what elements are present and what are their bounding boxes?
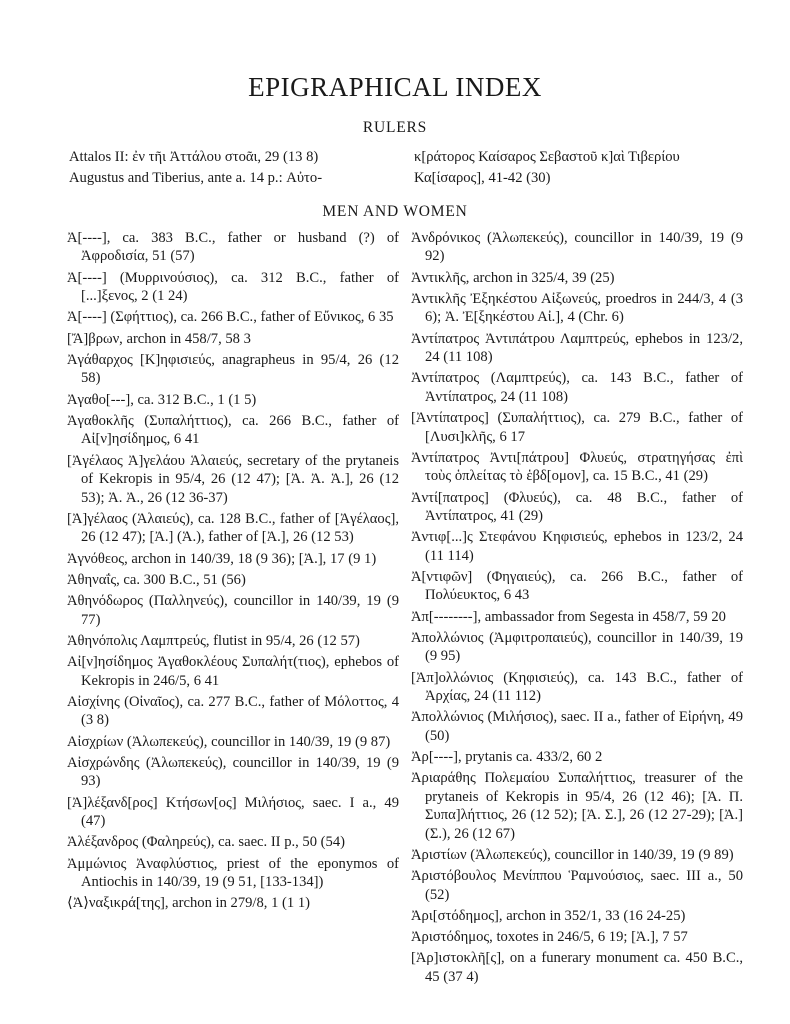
index-entry: Ἀγαθοκλῆς (Συπαλήττιος), ca. 266 B.C., father of Αἰ[ν]ησίδημος, 6 41 [67, 413, 399, 448]
index-entry: Ἀριστόδημος, toxotes in 246/5, 6 19; [Ἀ.], 7 57 [411, 929, 688, 946]
index-entry: Ἀριαράθης Πολεμαίου Συπαλήττιος, treasurer of the prytaneis of Kekropis in 95/4, 26 (12 46); [Ἀ. Π. Συπα]λήττιος, 26 (12 52); [Ἀ. Σ.], 26 (12 27-29); [Ἀ.] (Σ.), 26 (12 67) [411, 770, 743, 842]
index-entry: Ἀθηναΐς, ca. 300 B.C., 51 (56) [67, 571, 246, 588]
index-entry: [Ἀπ]ολλώνιος (Κηφισιεύς), ca. 143 B.C., father of Ἀρχίας, 24 (11 112) [411, 669, 743, 705]
index-entry: Αἰσχίνης (Οἰναῖος), ca. 277 B.C., father of Μόλοττος, 4 (3 8) [67, 693, 399, 729]
index-entry: Ἀγαθο[---], ca. 312 B.C., 1 (1 5) [67, 391, 257, 408]
index-left-column [67, 229, 399, 916]
index-entry: Ἀριστίων (Ἀλωπεκεύς), councillor in 140/39, 19 (9 89) [411, 846, 734, 863]
index-entry: [Ἀρ]ιστοκλῆ[ς], on a funerary monument ca. 450 B.C., 45 (37 4) [411, 950, 743, 985]
index-entry: Ἀριστόβουλος Μενίππου Ῥαμνούσιος, saec. III a., 50 (52) [411, 868, 743, 903]
page-title: EPIGRAPHICAL INDEX [248, 72, 542, 102]
index-entry: Ἀπολλώνιος (Μιλήσιος), saec. II a., father of Εἰρήνη, 49 (50) [411, 709, 743, 744]
index-entry: Ἀπολλώνιος (Ἀμφιτροπαιεύς), councillor in 140/39, 19 (9 95) [411, 629, 743, 665]
index-entry: Ἀγνόθεος, archon in 140/39, 18 (9 36); [Ἀ.], 17 (9 1) [67, 550, 377, 567]
index-entry: Ἀντίπατρος (Λαμπτρεύς), ca. 143 B.C., father of Ἀντίπατρος, 24 (11 108) [411, 370, 743, 405]
index-entry: Ἀντιφ[...]ς Στεφάνου Κηφισιεύς, ephebos in 123/2, 24 (11 114) [411, 529, 743, 564]
section-heading-men-and-women: MEN AND WOMEN [322, 203, 468, 220]
rulers-line: Κα[ίσαρος], 41-42 (30) [414, 170, 551, 187]
index-entry: Ἀλέξανδρος (Φαληρεύς), ca. saec. II p., 50 (54) [67, 834, 345, 851]
index-entry: [Ἄ]βρων, archon in 458/7, 58 3 [67, 330, 251, 347]
index-entry: Αἰσχρίων (Ἀλωπεκεύς), councillor in 140/39, 19 (9 87) [67, 733, 391, 750]
index-entry: [Ἀντίπατρος] (Συπαλήττιος), ca. 279 B.C., father of [Λυσι]κλῆς, 6 17 [411, 410, 743, 445]
index-entry: Ἀθηνόδωρος (Παλληνεύς), councillor in 140/39, 19 (9 77) [67, 593, 399, 628]
rulers-line: κ[ράτορος Καίσαρος Σεβαστοῦ κ]αὶ Τιβερίου [414, 149, 680, 165]
index-entry: Ἀ[----] (Μυρρινούσιος), ca. 312 B.C., father of [...]ξενος, 2 (1 24) [67, 269, 399, 305]
index-entry: Ἀρι[στόδημος], archon in 352/1, 33 (16 24-25) [411, 907, 686, 924]
index-entry: Ἀ[----], ca. 383 B.C., father or husband (?) of Ἀφροδισία, 51 (57) [67, 230, 399, 265]
index-entry: Ἀντίπατρος Ἀντιπάτρου Λαμπτρεύς, ephebos in 123/2, 24 (11 108) [411, 330, 743, 366]
index-entry: Ἀ[----] (Σφήττιος), ca. 266 B.C., father of Εὔνικος, 6 35 [67, 309, 394, 326]
index-entry: Ἀντικλῆς, archon in 325/4, 39 (25) [411, 269, 615, 286]
index-entry: Ἀπ[--------], ambassador from Segesta in 458/7, 59 20 [411, 608, 726, 625]
rulers-line: Augustus and Tiberius, ante a. 14 p.: Αὐτο- [69, 170, 323, 187]
index-entry: ⟨Ἀ⟩ναξικρά[της], archon in 279/8, 1 (1 1) [67, 895, 310, 912]
index-entry: Ἀντί[πατρος] (Φλυεύς), ca. 48 B.C., father of Ἀντίπατρος, 41 (29) [411, 489, 743, 524]
index-entry: [Ἀ]λέξανδ[ρος] Κτήσων[ος] Μιλήσιος, saec. I a., 49 (47) [67, 794, 399, 829]
index-entry: Ἀντικλῆς Ἐξηκέστου Αἰξωνεύς, proedros in 244/3, 4 (3 6); Ἀ. Ἐ[ξηκέστου Αἰ.], 4 (Chr. 6) [411, 291, 743, 326]
index-entry: [Ἀγέλαος Ἀ]γελάου Ἁλαιεύς, secretary of the prytaneis of Kekropis in 95/4, 26 (12 47); [Ἀ. Ἀ. Ἁ.], 26 (12 53); Ἀ. Ἀ., 26 (12 36-37) [67, 452, 399, 506]
index-right-column [411, 229, 743, 989]
index-entry: Ἀρ[----], prytanis ca. 433/2, 60 2 [411, 749, 603, 766]
index-entry: Ἀμμώνιος Ἀναφλύστιος, priest of the eponymos of Antiochis in 140/39, 19 (9 51, [133-134]) [67, 855, 399, 890]
index-entry: Ἀνδρόνικος (Ἀλωπεκεύς), councillor in 140/39, 19 (9 92) [411, 230, 743, 265]
index-entry: Ἀ[ντιφῶν] (Φηγαιεύς), ca. 266 B.C., father of Πολύευκτος, 6 43 [411, 568, 743, 604]
index-entry: Αἰσχρώνδης (Ἀλωπεκεύς), councillor in 140/39, 19 (9 93) [67, 754, 399, 790]
rulers-line: Attalos II: ἐν τῆι Ἀττάλου στοᾶι, 29 (13 8) [69, 149, 319, 165]
index-entry: Αἰ[ν]ησίδημος Ἀγαθοκλέους Συπαλήτ(τιος), ephebos of Kekropis in 246/5, 6 41 [67, 654, 399, 689]
rulers-right-column [414, 148, 744, 191]
section-heading-rulers: RULERS [362, 119, 428, 136]
index-entry: Ἀγάθαρχος [Κ]ηφισιεύς, anagrapheus in 95/4, 26 (12 58) [67, 352, 399, 387]
rulers-left-column [69, 148, 399, 191]
index-entry: Ἀντίπατρος Ἀντι[πάτρου] Φλυεύς, στρατηγήσας ἐπὶ τοὺς ὁπλείτας τὸ ἑβδ[ομον], ca. 15 B.C., 41 (29) [411, 449, 743, 485]
index-entry: [Ἀ]γέλαος (Ἁλαιεύς), ca. 128 B.C., father of [Ἀγέλαος], 26 (12 47); [Ἀ.] (Ἁ.), father of [Ἀ.], 26 (12 53) [67, 510, 399, 546]
index-entry: Ἀθηνόπολις Λαμπτρεύς, flutist in 95/4, 26 (12 57) [67, 632, 360, 649]
